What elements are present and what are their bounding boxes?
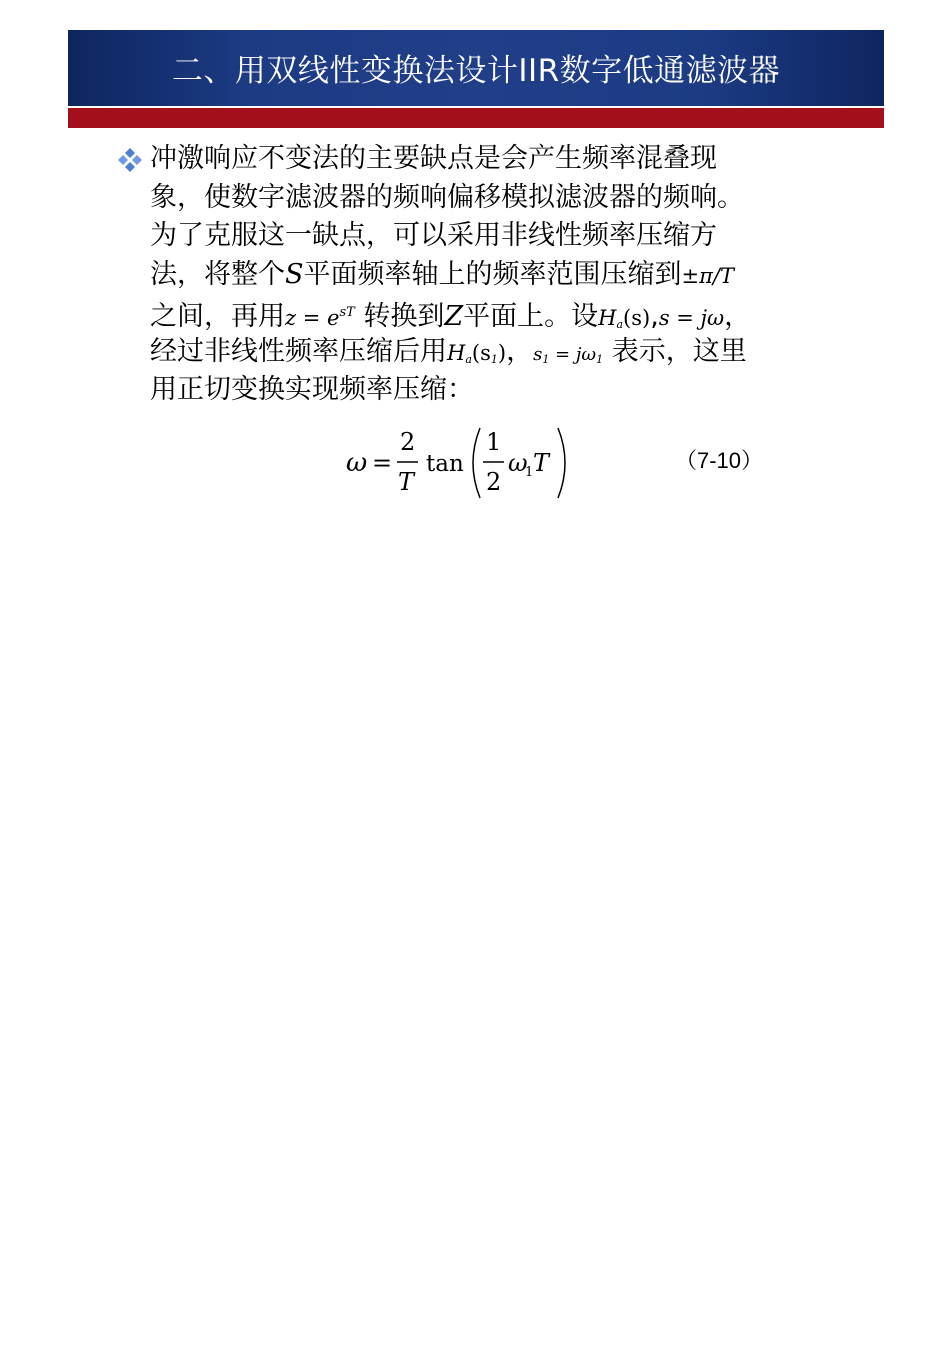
s1-equals-j-omega1 (533, 344, 603, 365)
bullet-paragraph (150, 140, 850, 410)
line-4-text-b: 平面频率轴上的频率范围压缩到 (303, 258, 682, 290)
text-line-5 (150, 294, 850, 333)
h-argument-open: (s (471, 340, 491, 365)
line-5-text-c: 平面上。设 (463, 301, 599, 332)
h-symbol: H (598, 306, 617, 330)
text-line-3 (150, 217, 850, 256)
eq-frac2-numerator: 1 (486, 428, 502, 456)
title-banner (68, 30, 884, 106)
h-argument: (s) (623, 306, 651, 330)
line-2-text: 象，使数字滤波器的频响偏移模拟滤波器的频响。 (150, 181, 744, 213)
equation-number: （7-10） (675, 448, 764, 473)
ha-of-s (598, 306, 650, 330)
s1-symbol: s (533, 343, 543, 365)
line-5-text-b: 转换到 (354, 301, 445, 332)
line-6-comma: ， (506, 335, 534, 367)
z-equals-e: z = e (285, 306, 340, 330)
eq-omega: ω (508, 449, 528, 477)
eq-tan: tan (426, 451, 464, 477)
eq-frac1-denominator: T (398, 468, 415, 496)
h-subscript-a-2: a (465, 352, 472, 366)
line-6-text-a: 经过非线性频率压缩后用 (150, 335, 447, 367)
text-line-2 (150, 179, 850, 218)
text-line-1 (150, 140, 850, 179)
z-equals-e-st (285, 306, 355, 330)
line-5-comma: , (650, 301, 659, 332)
eq-left-paren (473, 428, 480, 498)
eq-frac2-denominator: 2 (486, 468, 502, 496)
eq-right-paren (558, 428, 565, 498)
line-3-text: 为了克服这一缺点，可以采用非线性频率压缩方 (150, 220, 717, 251)
pi-over-t-range: ±π/T (681, 263, 734, 288)
line-6-text-b: 表示，这里 (603, 335, 747, 367)
eq-omega-subscript: 1 (525, 465, 534, 480)
ha-of-s1 (447, 341, 506, 365)
h-argument-close: ) (497, 340, 507, 365)
s1-subscript: 1 (542, 352, 550, 366)
z-plane-symbol: Z (444, 301, 464, 332)
h-symbol-2: H (447, 340, 466, 365)
banner-red-stripe (68, 108, 884, 128)
four-diamond-bullet-icon (117, 147, 143, 173)
line-7-text: 用正切变换实现频率压缩： (150, 374, 474, 405)
eq-lhs-omega: ω (346, 448, 368, 478)
text-line-4 (150, 256, 850, 295)
line-5-text-a: 之间，再用 (150, 301, 285, 332)
line-1-text: 冲激响应不变法的主要缺点是会产生频率混叠现 (150, 143, 717, 174)
omega1-subscript: 1 (596, 352, 604, 366)
line-4-text-a: 法，将整个 (150, 258, 285, 290)
eq-equals: = (372, 449, 393, 477)
st-exponent: sT (339, 305, 355, 320)
text-line-6 (150, 333, 850, 372)
eq-frac1-numerator: 2 (400, 428, 416, 456)
equals-j-omega: = jω (549, 343, 597, 365)
s-equals-j-omega: s = jω (658, 306, 725, 330)
s-plane-symbol: S (285, 258, 304, 290)
text-line-7 (150, 371, 850, 410)
s-subscript-1: 1 (490, 352, 498, 366)
line-5-end: ， (724, 301, 752, 332)
eq-t: T (533, 449, 550, 477)
bilinear-transform-equation (340, 422, 580, 504)
page-title: 二、用双线性变换法设计IIR数字低通滤波器 (171, 53, 781, 89)
h-subscript-a: a (616, 318, 624, 331)
